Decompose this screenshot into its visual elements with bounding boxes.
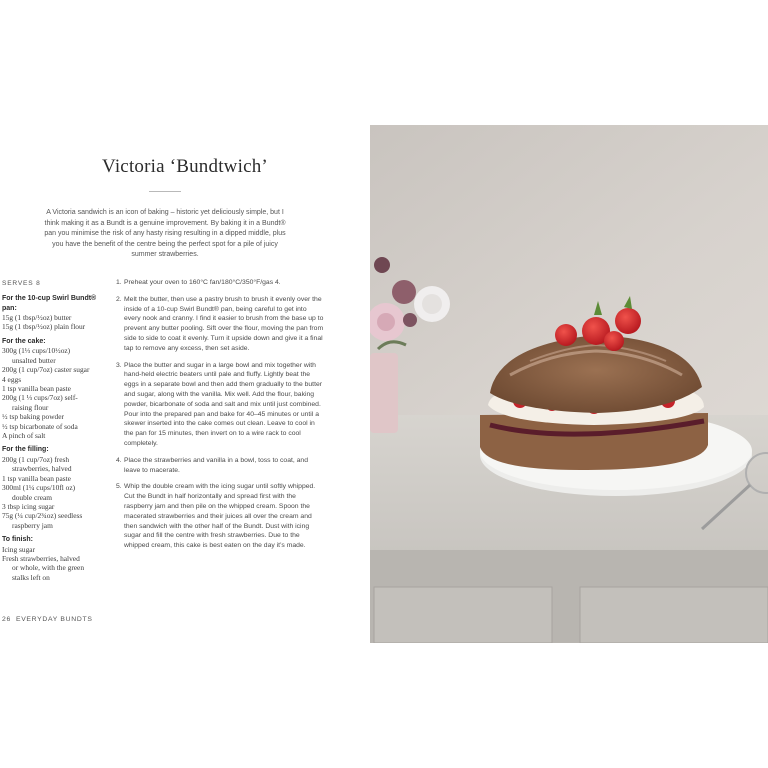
ingredient-line: 200g (1 cup/7oz) fresh	[2, 454, 70, 464]
ingredient-line: 75g (¼ cup/2¾oz) seedless	[2, 511, 83, 521]
step-number: 1.	[116, 279, 122, 286]
ingredient-heading-finish: To finish:	[2, 536, 33, 544]
ingredient-line: 15g (1 tbsp/½oz) butter	[2, 313, 72, 322]
ingredient-line: double cream	[12, 492, 53, 502]
ingredient-line: ½ tsp baking powder	[2, 412, 64, 422]
ingredient-line: or whole, with the green	[12, 563, 85, 573]
ingredient-line: Icing sugar	[2, 544, 36, 554]
page-footer	[2, 616, 93, 623]
ingredient-heading-filling: For the filling:	[2, 446, 49, 454]
ingredient-line: 300g (1⅓ cups/10½oz)	[2, 346, 71, 356]
step-text: Preheat your oven to 160°C fan/180°C/350°F/gas 4.	[124, 279, 281, 286]
serves-label: SERVES 8	[2, 280, 41, 287]
ingredient-line: strawberries, halved	[12, 464, 72, 474]
step-number: 4.	[116, 456, 122, 464]
ingredient-line: Fresh strawberries, halved	[2, 554, 80, 564]
ingredient-line: 1 tsp vanilla bean paste	[2, 473, 71, 483]
step-text: Place the strawberries and vanilla in a bowl, toss to coat, and leave to macerate.	[124, 456, 308, 474]
ingredient-line: stalks left on	[12, 572, 50, 582]
step-text: Place the butter and sugar in a large bowl and mix together with hand-held electric beaters until pale and fluffy. Lightly beat the eggs in a separate bowl and then add them gradually to the butter and sugar, along with the vanilla. Mix well. Add the flour, baking powder, bicarbonate of soda and salt and mix until just combined. Pour into the prepared pan and bake for 40–45 minutes or until a skewer inserted into the cake comes out clean. Leave to cool in the pan for 15 minutes, then invert on to a wire rack to cool completely.	[124, 361, 322, 447]
step-text: Whip the double cream with the icing sugar until softly whipped. Cut the Bundt in half horizontally and spread first with the raspberry jam and then pile on the whipped cream. Spoon the macerated strawberries and their juices all over the cream and then sandwich with the other half of the Bundt. Dust with icing sugar and fill the centre with fresh strawberries. Due to the whipped cream, this cake is best eaten on the day it’s made.	[124, 483, 316, 550]
step-text: Melt the butter, then use a pastry brush to brush it evenly over the inside of a 10-cup Swirl Bundt® pan, being careful to get into every nook and cranny. I find it easier to brush from the base up to prevent any butter pooling. Sift over the flour, moving the pan from side to side to coat it evenly. Turn it upside down and give it a final tap to remove any excess, then set aside.	[124, 295, 324, 352]
ingredient-line: unsalted butter	[12, 355, 56, 365]
recipe-intro: A Victoria sandwich is an icon of baking – historic yet deliciously simple, but I think making it as a Bundt is a genuine improvement. By baking it in a Bundt® pan you minimise the risk of any hasty rising resulting in a dipped middle, plus you have the benefit of the centre being the perfect spot for a pile of juicy summer strawberries.	[44, 209, 286, 259]
step-number: 5.	[116, 483, 122, 491]
ingredient-line: raising flour	[12, 402, 49, 412]
drawer-left	[374, 587, 552, 643]
step-number: 2.	[116, 295, 122, 303]
ingredient-heading-cake: For the cake:	[2, 337, 46, 345]
ingredient-heading-pan: For the 10-cup Swirl Bundt® pan:	[2, 295, 97, 312]
ingredient-line: 300ml (1¼ cups/10fl oz)	[2, 483, 76, 493]
page-number: 26	[2, 616, 11, 623]
ingredient-line: 1 tsp vanilla bean paste	[2, 383, 71, 393]
method-step	[116, 456, 324, 476]
ingredient-line: raspberry jam	[12, 520, 53, 530]
ingredient-line: A pinch of salt	[2, 430, 46, 440]
ingredient-line: 3 tbsp icing sugar	[2, 501, 55, 511]
drawer-right	[580, 587, 768, 643]
recipe-title: Victoria ‘Bundtwich’	[102, 156, 268, 177]
ingredient-line: 200g (1 ⅓ cups/7oz) self-	[2, 393, 78, 403]
method-step	[116, 295, 324, 354]
method-step	[116, 361, 324, 449]
title-divider	[149, 191, 181, 192]
ingredient-line: ½ tsp bicarbonate of soda	[2, 421, 78, 431]
ingredient-line: 200g (1 cup/7oz) caster sugar	[2, 365, 90, 375]
ingredient-line: 15g (1 tbsp/½oz) plain flour	[2, 322, 86, 332]
step-number: 3.	[116, 361, 122, 369]
section-name: EVERYDAY BUNDTS	[15, 616, 93, 623]
left-page	[0, 0, 370, 768]
ingredient-line: 4 eggs	[2, 374, 22, 384]
method-step	[116, 482, 324, 551]
cake-photo	[370, 125, 768, 643]
ingredients-list	[2, 294, 104, 582]
method-step	[116, 278, 324, 288]
method-steps	[116, 278, 324, 558]
